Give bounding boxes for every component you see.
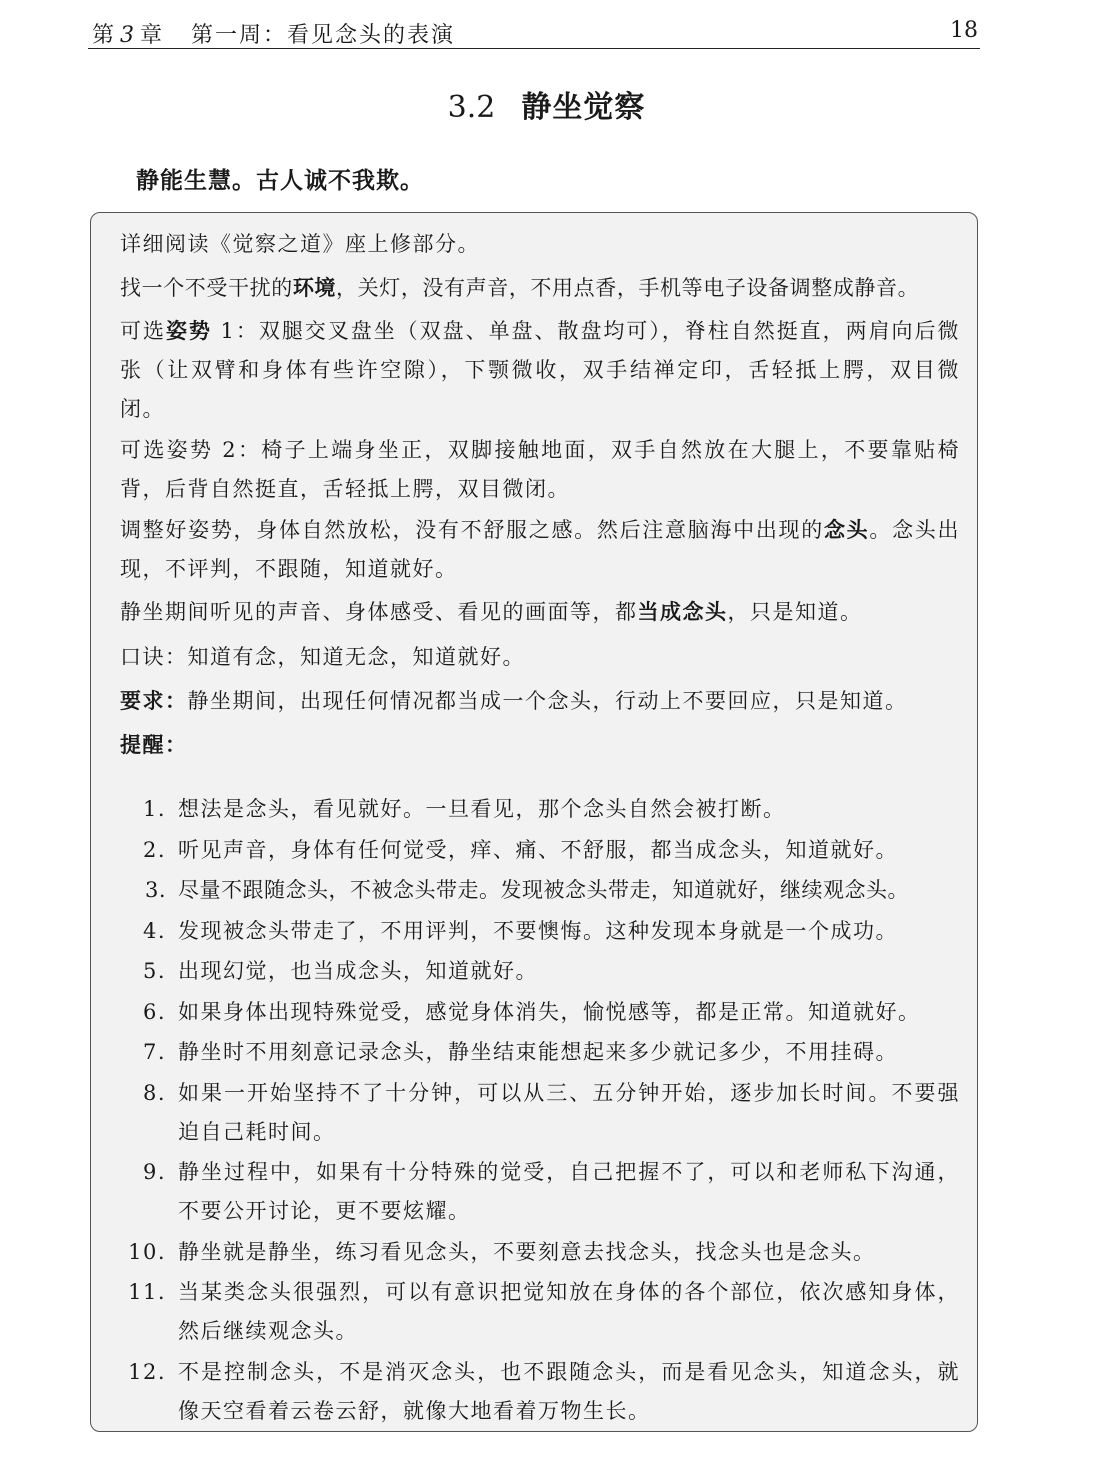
reminders-label: 提醒： — [120, 733, 188, 757]
intro-paragraph: 详细阅读《觉察之道》座上修部分。 — [120, 232, 480, 256]
posture-1-before: 可选 — [120, 319, 166, 343]
requirement-text: 静坐期间，出现任何情况都当成一个念头，行动上不要回应，只是知道。 — [187, 689, 908, 713]
list-item — [120, 1273, 960, 1351]
adjust-emphasis: 念头 — [823, 518, 870, 542]
chapter-suffix: 章 — [140, 23, 165, 48]
list-item-number: 11. — [128, 1280, 166, 1304]
list-item — [120, 790, 960, 829]
list-item — [120, 1233, 960, 1272]
requirement-paragraph — [120, 682, 960, 721]
requirement-label: 要求： — [120, 689, 188, 713]
list-item-text: 不是控制念头，不是消灭念头，也不跟随念头，而是看见念头，知道念头，就像天空看着云卷云舒，就像大地看着万物生长。 — [178, 1359, 960, 1423]
list-item-number: 3. — [144, 878, 166, 902]
adjust-paragraph — [120, 511, 960, 589]
list-item — [120, 1033, 960, 1072]
list-item — [120, 1353, 960, 1431]
posture-2-paragraph: 可选姿势 2：椅子上端身坐正，双脚接触地面，双手自然放在大腿上，不要靠贴椅背，后背自然挺直，舌轻抵上腭，双目微闭。 — [120, 438, 960, 501]
list-item-number: 2. — [142, 837, 166, 862]
reminders-heading — [120, 726, 960, 765]
list-item-number: 6. — [142, 999, 166, 1024]
list-item-text: 尽量不跟随念头，不被念头带走。发现被念头带走，知道就好，继续观念头。 — [178, 878, 909, 902]
hearing-after: ，只是知道。 — [727, 600, 863, 624]
environment-emphasis: 环境 — [292, 276, 337, 300]
page-number: 18 — [950, 18, 978, 43]
adjust-before: 调整好姿势，身体自然放松，没有不舒服之感。然后注意脑海中出现的 — [120, 518, 824, 542]
list-item-text: 静坐过程中，如果有十分特殊的觉受，自己把握不了，可以和老师私下沟通，不要公开讨论，更不要炫耀。 — [178, 1160, 960, 1223]
environment-after: ，关灯，没有声音，不用点香，手机等电子设备调整成静音。 — [336, 276, 920, 300]
list-item-number: 5. — [142, 959, 166, 983]
list-item-text: 如果一开始坚持不了十分钟，可以从三、五分钟开始，逐步加长时间。不要强迫自己耗时间。 — [178, 1080, 960, 1144]
chapter-title: 第一周：看见念头的表演 — [191, 23, 456, 48]
list-item — [120, 831, 960, 870]
list-item-number: 8. — [142, 1080, 166, 1105]
chapter-number: 3 — [120, 23, 137, 48]
section-number: 3.2 — [447, 90, 496, 125]
list-item-number: 10. — [128, 1239, 166, 1264]
list-item-text: 出现幻觉，也当成念头，知道就好。 — [178, 959, 538, 983]
hearing-paragraph — [120, 593, 960, 632]
list-item-text: 发现被念头带走了，不用评判，不要懊悔。这种发现本身就是一个成功。 — [178, 918, 898, 943]
list-item-text: 如果身体出现特殊觉受，感觉身体消失，愉悦感等，都是正常。知道就好。 — [178, 999, 921, 1024]
list-item-text: 当某类念头很强烈，可以有意识把觉知放在身体的各个部位，依次感知身体，然后继续观念头。 — [178, 1280, 960, 1343]
list-item-number: 9. — [142, 1160, 166, 1184]
list-item — [120, 952, 960, 991]
posture-1-after: 1：双腿交叉盘坐（双盘、单盘、散盘均可），脊柱自然挺直，两肩向后微张（让双臂和身体有些许空隙），下颚微收，双手结禅定印，舌轻抵上腭，双目微闭。 — [120, 319, 961, 421]
running-head — [88, 14, 980, 49]
chapter-heading — [92, 18, 455, 49]
list-item-number: 7. — [142, 1040, 166, 1064]
section-title-text: 静坐觉察 — [521, 90, 646, 125]
list-item-number: 1. — [142, 797, 166, 821]
reminders-list — [120, 790, 960, 1432]
list-item-number: 4. — [142, 918, 166, 943]
section-title — [0, 82, 1093, 126]
list-item — [120, 912, 960, 951]
posture-1-paragraph — [120, 312, 960, 429]
list-item-text: 静坐就是静坐，练习看见念头，不要刻意去找念头，找念头也是念头。 — [178, 1239, 876, 1264]
list-item — [120, 993, 960, 1032]
posture-1-emphasis: 姿势 — [165, 319, 212, 343]
hearing-before: 静坐期间听见的声音、身体感受、看见的画面等，都 — [120, 600, 638, 624]
list-item-text: 听见声音，身体有任何觉受，痒、痛、不舒服，都当成念头，知道就好。 — [178, 837, 898, 862]
list-item-text: 静坐时不用刻意记录念头，静坐结束能想起来多少就记多少，不用挂碍。 — [178, 1040, 898, 1064]
list-item — [120, 871, 960, 910]
hearing-emphasis: 当成念头 — [637, 600, 728, 624]
list-item-number: 12. — [128, 1359, 166, 1384]
adjust-after: 。念头出现，不评判，不跟随，知道就好。 — [120, 518, 961, 581]
environment-paragraph — [120, 269, 960, 308]
mantra-paragraph: 口诀：知道有念，知道无念，知道就好。 — [120, 645, 525, 669]
chapter-prefix: 第 — [92, 23, 117, 48]
list-item — [120, 1074, 960, 1152]
epigraph: 静能生慧。古人诚不我欺。 — [136, 167, 424, 194]
environment-before: 找一个不受干扰的 — [120, 276, 293, 300]
list-item-text: 想法是念头，看见就好。一旦看见，那个念头自然会被打断。 — [178, 797, 786, 821]
list-item — [120, 1153, 960, 1231]
